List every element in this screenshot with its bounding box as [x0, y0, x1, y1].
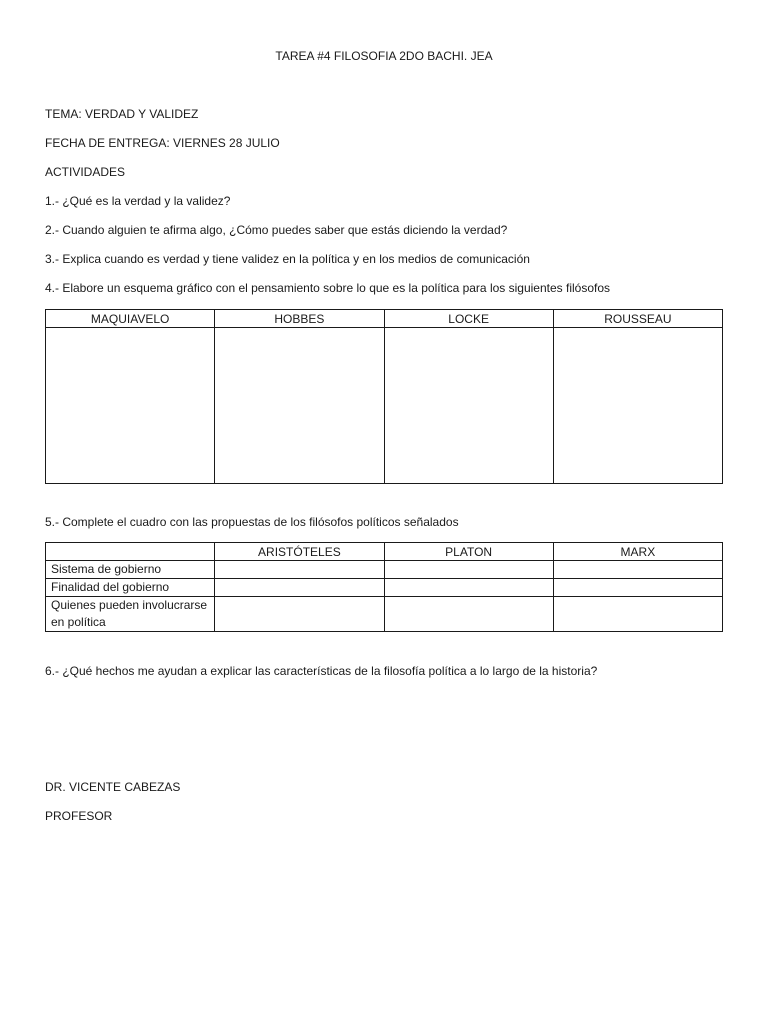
table-cell [553, 579, 722, 597]
question-2: 2.- Cuando alguien te afirma algo, ¿Cómo puedes saber que estás diciendo la verdad? [45, 223, 508, 237]
table-header-row [46, 543, 723, 561]
answer-cell-hobbes [215, 328, 384, 484]
proposals-table [45, 542, 723, 632]
document-title: TAREA #4 FILOSOFIA 2DO BACHI. JEA [275, 49, 493, 63]
question-1: 1.- ¿Qué es la verdad y la validez? [45, 194, 231, 208]
header-empty [46, 543, 215, 561]
table-cell [384, 597, 553, 632]
signer-role: PROFESOR [45, 809, 113, 823]
header-rousseau: ROUSSEAU [553, 310, 722, 328]
row-label-sistema: Sistema de gobierno [46, 561, 215, 579]
header-marx: MARX [553, 543, 722, 561]
header-hobbes: HOBBES [215, 310, 384, 328]
table-row [46, 579, 723, 597]
actividades-heading: ACTIVIDADES [45, 165, 126, 179]
table-cell [215, 561, 384, 579]
philosophers-scheme-table [45, 309, 723, 484]
row-label-finalidad: Finalidad del gobierno [46, 579, 215, 597]
header-aristoteles: ARISTÓTELES [215, 543, 384, 561]
table-cell [215, 597, 384, 632]
header-maquiavelo: MAQUIAVELO [46, 310, 215, 328]
question-6: 6.- ¿Qué hechos me ayudan a explicar las características de la filosofía política a lo largo de la historia? [45, 664, 598, 678]
table-header-row [46, 310, 723, 328]
table-cell [215, 579, 384, 597]
fecha-entrega-line: FECHA DE ENTREGA: VIERNES 28 JULIO [45, 136, 280, 150]
table-cell [553, 561, 722, 579]
table-cell [384, 579, 553, 597]
table-cell [553, 597, 722, 632]
tema-line: TEMA: VERDAD Y VALIDEZ [45, 107, 199, 121]
question-3: 3.- Explica cuando es verdad y tiene validez en la política y en los medios de comunicación [45, 252, 530, 266]
header-locke: LOCKE [384, 310, 553, 328]
table-cell [384, 561, 553, 579]
header-platon: PLATON [384, 543, 553, 561]
answer-cell-rousseau [553, 328, 722, 484]
table-row [46, 561, 723, 579]
table-row [46, 328, 723, 484]
answer-cell-locke [384, 328, 553, 484]
signer-name: DR. VICENTE CABEZAS [45, 780, 181, 794]
row-label-involucrarse: Quienes pueden involucrarse en política [46, 597, 215, 632]
question-5: 5.- Complete el cuadro con las propuestas de los filósofos políticos señalados [45, 515, 459, 529]
table-row [46, 597, 723, 632]
question-4: 4.- Elabore un esquema gráfico con el pensamiento sobre lo que es la política para los siguientes filósofos [45, 281, 611, 295]
answer-cell-maquiavelo [46, 328, 215, 484]
